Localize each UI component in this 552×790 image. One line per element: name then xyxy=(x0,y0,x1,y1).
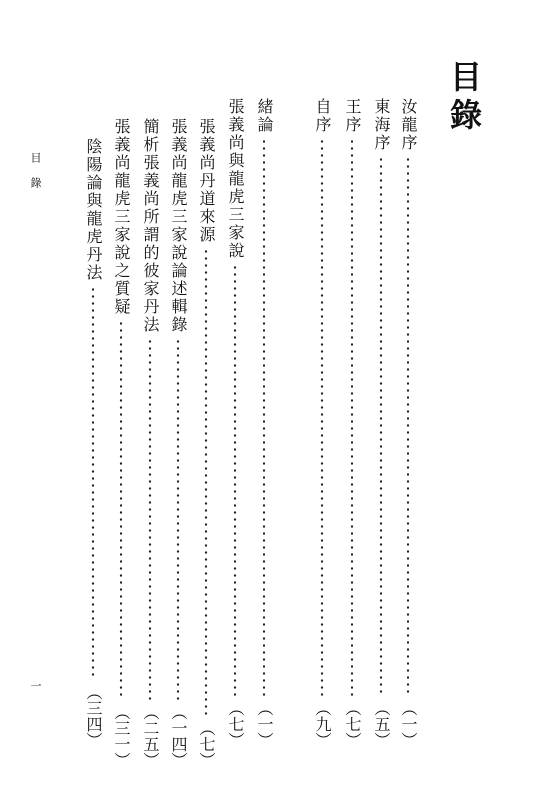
toc-entry xyxy=(140,118,160,768)
toc-entry xyxy=(168,118,188,768)
toc-entry xyxy=(342,98,362,748)
leader-dots xyxy=(312,138,332,696)
toc-entry-label: 王序 xyxy=(343,98,362,134)
toc-entry-page: （三四） xyxy=(84,684,103,748)
toc-entry xyxy=(225,98,245,748)
toc-entry-page: （一） xyxy=(399,700,418,748)
toc-entry-page: （七） xyxy=(226,700,245,748)
toc-entry-label: 東海序 xyxy=(372,98,391,152)
leader-dots xyxy=(225,264,245,696)
toc-entry xyxy=(111,118,131,768)
leader-dots xyxy=(196,248,216,716)
toc-entry-label: 張義尚龍虎三家說論述輯錄 xyxy=(169,118,188,334)
toc-entry xyxy=(398,98,418,748)
toc-entry xyxy=(196,118,216,768)
toc-entry-label: 簡析張義尚所謂的彼家丹法 xyxy=(141,118,160,334)
toc-entry-page: （一四） xyxy=(169,704,188,768)
toc-entry xyxy=(83,138,103,748)
leader-dots xyxy=(83,286,103,680)
page-number: 一 xyxy=(29,680,42,691)
leader-dots xyxy=(254,138,274,696)
toc-entry-page: （二五） xyxy=(141,704,160,768)
toc-entry-label: 張義尚龍虎三家說之質疑 xyxy=(112,118,131,316)
toc-entry-label: 汝龍序 xyxy=(399,98,418,152)
toc-entry-label: 張義尚與龍虎三家說 xyxy=(226,98,245,260)
toc-entry-page: （七） xyxy=(343,700,362,748)
toc-entry-page: （一） xyxy=(255,700,274,748)
toc-entry xyxy=(312,98,332,748)
toc-entry-page: （五） xyxy=(372,700,391,748)
toc-entry-page: （三一） xyxy=(112,704,131,768)
toc-entry-page: （七） xyxy=(197,720,216,768)
leader-dots xyxy=(168,338,188,700)
toc-entry-label: 緒論 xyxy=(255,98,274,134)
running-head: 目錄 xyxy=(29,152,42,202)
toc-entry xyxy=(254,98,274,748)
leader-dots xyxy=(342,138,362,696)
toc-entry xyxy=(371,98,391,748)
leader-dots xyxy=(398,156,418,696)
leader-dots xyxy=(371,156,391,696)
page-title: 目錄 xyxy=(445,60,483,136)
toc-entry-page: （九） xyxy=(313,700,332,748)
toc-entry-label: 張義尚丹道來源 xyxy=(197,118,216,244)
leader-dots xyxy=(111,320,131,700)
leader-dots xyxy=(140,338,160,700)
toc-entry-label: 陰陽論與龍虎丹法 xyxy=(84,138,103,282)
toc-entry-label: 自序 xyxy=(313,98,332,134)
